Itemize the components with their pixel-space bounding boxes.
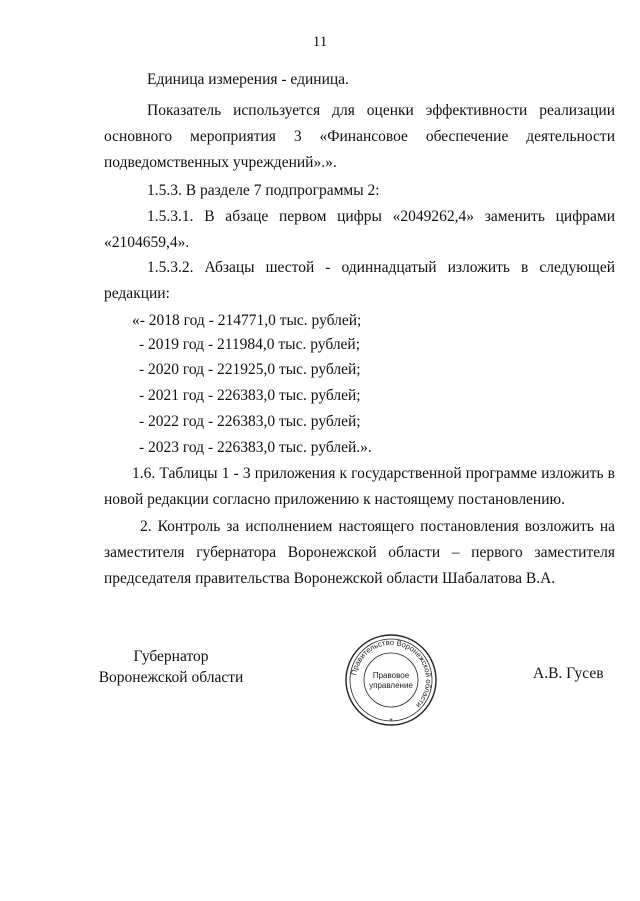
stamp-center-line2: управление <box>369 681 413 690</box>
list-item: - 2023 год - 226383,0 тыс. рублей.». <box>139 439 372 456</box>
text-line: редакции: <box>104 285 170 302</box>
text-line: 1.5.3.2. Абзацы шестой - одиннадцатый изложить в следующей <box>147 259 615 276</box>
list-item: - 2021 год - 226383,0 тыс. рублей; <box>139 387 361 404</box>
text-line: заместителя губернатора Воронежской области – первого заместителя <box>104 544 615 561</box>
list-item: - 2022 год - 226383,0 тыс. рублей; <box>139 413 361 430</box>
list-item: - 2020 год - 221925,0 тыс. рублей; <box>139 361 361 378</box>
page-number: 11 <box>312 34 328 50</box>
stamp-center-line1: Правовое <box>372 671 410 680</box>
text-line: 2. Контроль за исполнением настоящего постановления возложить на <box>140 518 615 535</box>
signer-name: А.В. Гусев <box>533 665 604 682</box>
official-stamp <box>343 632 439 728</box>
text-line: Показатель используется для оценки эффективности реализации <box>147 102 615 119</box>
signature-title-line1: Губернатор <box>133 648 209 665</box>
text-line: «2104659,4». <box>104 234 190 251</box>
text-line: основного мероприятия 3 «Финансовое обеспечение деятельности <box>104 128 615 145</box>
text-line: 1.5.3.1. В абзаце первом цифры «2049262,4» заменить цифрами <box>147 208 615 225</box>
text-line: подведомственных учреждений».». <box>104 154 337 171</box>
signature-title-line2: Воронежской области <box>98 669 244 686</box>
text-line: 1.6. Таблицы 1 - 3 приложения к государственной программе изложить в <box>132 465 615 482</box>
stamp-ring-textpath: Правительство Воронежской области <box>349 637 434 710</box>
text-line-unit: Единица измерения - единица. <box>147 71 349 88</box>
text-line: новой редакции согласно приложению к настоящему постановлению. <box>104 491 565 508</box>
signature-title <box>96 646 246 688</box>
list-item: «- 2018 год - 214771,0 тыс. рублей; <box>132 312 362 329</box>
stamp-outer-ring <box>346 635 436 725</box>
list-item: - 2019 год - 211984,0 тыс. рублей; <box>139 336 361 353</box>
text-line: председателя правительства Воронежской области Шабалатова В.А. <box>104 570 556 587</box>
stamp-star: * <box>389 717 393 726</box>
stamp-inner-ring <box>364 653 418 707</box>
text-line: 1.5.3. В разделе 7 подпрограммы 2: <box>147 182 380 199</box>
